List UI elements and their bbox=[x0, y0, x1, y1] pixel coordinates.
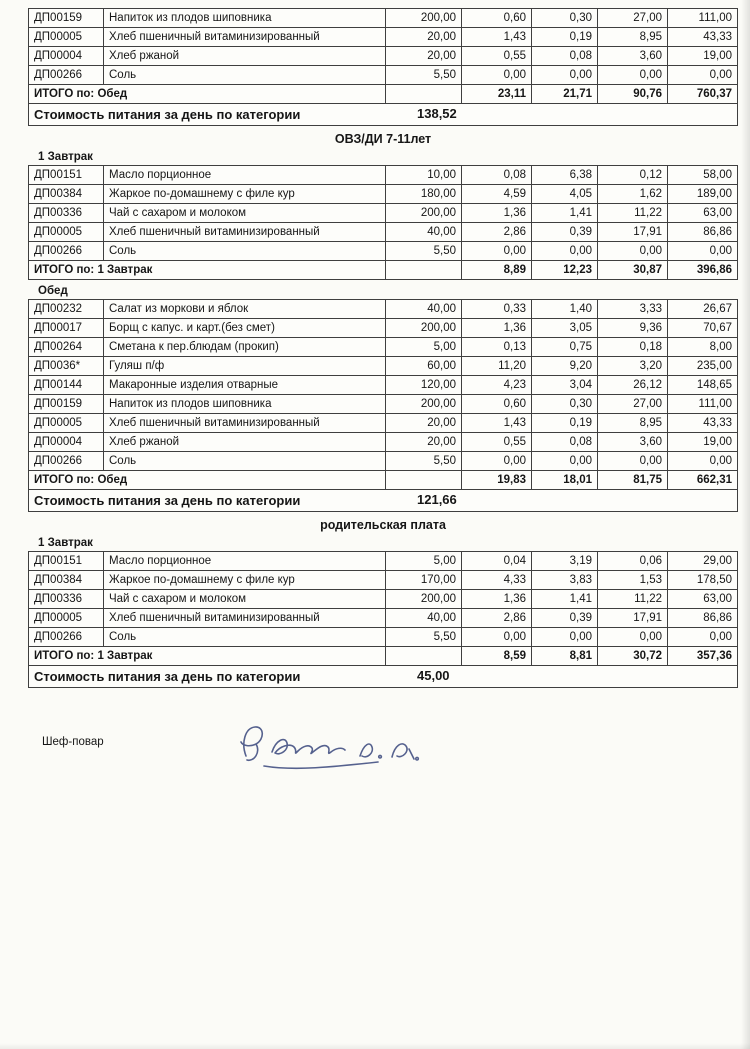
dish-num-3: 3,33 bbox=[598, 299, 668, 319]
dish-qty: 200,00 bbox=[386, 394, 462, 414]
dish-qty: 120,00 bbox=[386, 375, 462, 395]
dish-num-2: 0,00 bbox=[532, 241, 598, 261]
dish-num-3: 3,60 bbox=[598, 432, 668, 452]
table-row bbox=[28, 46, 738, 66]
dish-name: Хлеб пшеничный витаминизированный bbox=[104, 27, 386, 47]
dish-num-3: 11,22 bbox=[598, 203, 668, 223]
day-cost-row bbox=[28, 665, 738, 688]
total-num-1: 19,83 bbox=[462, 470, 532, 490]
dish-code: ДП00336 bbox=[28, 203, 104, 223]
dish-num-1: 0,00 bbox=[462, 241, 532, 261]
total-label: ИТОГО по: Обед bbox=[28, 84, 386, 104]
dish-name: Жаркое по-домашнему с филе кур bbox=[104, 570, 386, 590]
dish-num-4: 19,00 bbox=[668, 432, 738, 452]
day-cost-label: Стоимость питания за день по категории bbox=[34, 492, 301, 508]
page-footer bbox=[28, 732, 738, 802]
dish-qty: 20,00 bbox=[386, 413, 462, 433]
total-num-3: 30,72 bbox=[598, 646, 668, 666]
dish-num-1: 4,59 bbox=[462, 184, 532, 204]
dish-num-4: 29,00 bbox=[668, 551, 738, 571]
dish-name: Жаркое по-домашнему с филе кур bbox=[104, 184, 386, 204]
table-row bbox=[28, 589, 738, 609]
dish-num-2: 1,41 bbox=[532, 589, 598, 609]
dish-name: Соль bbox=[104, 627, 386, 647]
dish-qty: 20,00 bbox=[386, 27, 462, 47]
meal-title bbox=[38, 151, 738, 163]
total-num-1: 8,89 bbox=[462, 260, 532, 280]
dish-num-4: 235,00 bbox=[668, 356, 738, 376]
dish-num-1: 0,00 bbox=[462, 451, 532, 471]
day-cost-label: Стоимость питания за день по категории bbox=[34, 106, 301, 122]
table-row bbox=[28, 356, 738, 376]
dish-code: ДП00151 bbox=[28, 551, 104, 571]
dish-num-3: 11,22 bbox=[598, 589, 668, 609]
dish-num-2: 0,39 bbox=[532, 222, 598, 242]
dish-num-4: 111,00 bbox=[668, 394, 738, 414]
table-row bbox=[28, 337, 738, 357]
day-cost-value: 138,52 bbox=[417, 106, 457, 121]
table-row bbox=[28, 241, 738, 261]
chef-signature bbox=[228, 716, 438, 778]
table-row bbox=[28, 627, 738, 647]
dish-qty: 60,00 bbox=[386, 356, 462, 376]
dish-num-1: 0,00 bbox=[462, 65, 532, 85]
total-num-3: 90,76 bbox=[598, 84, 668, 104]
dish-num-3: 8,95 bbox=[598, 27, 668, 47]
table-row bbox=[28, 203, 738, 223]
dish-code: ДП00144 bbox=[28, 375, 104, 395]
dish-num-3: 27,00 bbox=[598, 394, 668, 414]
dish-num-3: 1,62 bbox=[598, 184, 668, 204]
total-num-1: 8,59 bbox=[462, 646, 532, 666]
dish-code: ДП00384 bbox=[28, 184, 104, 204]
dish-code: ДП00266 bbox=[28, 451, 104, 471]
dish-num-2: 0,08 bbox=[532, 46, 598, 66]
dish-name: Борщ с капус. и карт.(без смет) bbox=[104, 318, 386, 338]
table-row bbox=[28, 413, 738, 433]
total-row bbox=[28, 260, 738, 280]
dish-name: Напиток из плодов шиповника bbox=[104, 394, 386, 414]
dish-num-4: 86,86 bbox=[668, 608, 738, 628]
table-row bbox=[28, 432, 738, 452]
dish-code: ДП00336 bbox=[28, 589, 104, 609]
dish-num-2: 0,08 bbox=[532, 432, 598, 452]
dish-code: ДП00264 bbox=[28, 337, 104, 357]
dish-num-4: 0,00 bbox=[668, 627, 738, 647]
dish-code: ДП00005 bbox=[28, 27, 104, 47]
dish-num-2: 3,04 bbox=[532, 375, 598, 395]
dish-qty: 5,50 bbox=[386, 241, 462, 261]
dish-qty: 200,00 bbox=[386, 318, 462, 338]
dish-name: Салат из моркови и яблок bbox=[104, 299, 386, 319]
table-row bbox=[28, 608, 738, 628]
dish-name: Хлеб пшеничный витаминизированный bbox=[104, 608, 386, 628]
dish-code: ДП00384 bbox=[28, 570, 104, 590]
dish-qty: 5,50 bbox=[386, 65, 462, 85]
dish-num-3: 3,20 bbox=[598, 356, 668, 376]
dish-code: ДП00005 bbox=[28, 222, 104, 242]
meal-title bbox=[38, 537, 738, 549]
dish-num-3: 0,06 bbox=[598, 551, 668, 571]
chef-label: Шеф-повар bbox=[42, 736, 104, 748]
meal-title-text: Обед bbox=[38, 285, 68, 297]
dish-qty: 170,00 bbox=[386, 570, 462, 590]
dish-code: ДП00266 bbox=[28, 627, 104, 647]
dish-qty: 40,00 bbox=[386, 299, 462, 319]
dish-num-2: 0,30 bbox=[532, 394, 598, 414]
table-row bbox=[28, 27, 738, 47]
dish-num-3: 17,91 bbox=[598, 608, 668, 628]
total-label: ИТОГО по: Обед bbox=[28, 470, 386, 490]
table-row bbox=[28, 551, 738, 571]
dish-num-2: 0,00 bbox=[532, 627, 598, 647]
dish-name: Хлеб ржаной bbox=[104, 46, 386, 66]
dish-num-1: 0,60 bbox=[462, 8, 532, 28]
total-qty-empty bbox=[386, 646, 462, 666]
dish-num-1: 2,86 bbox=[462, 608, 532, 628]
day-cost-row bbox=[28, 103, 738, 126]
total-qty-empty bbox=[386, 84, 462, 104]
total-num-4: 662,31 bbox=[668, 470, 738, 490]
dish-code: ДП00005 bbox=[28, 608, 104, 628]
dish-code: ДП00266 bbox=[28, 65, 104, 85]
total-num-2: 8,81 bbox=[532, 646, 598, 666]
dish-qty: 200,00 bbox=[386, 8, 462, 28]
category-title-text: ОВЗ/ДИ 7-11лет bbox=[334, 132, 432, 146]
total-row bbox=[28, 84, 738, 104]
meal-title bbox=[38, 285, 738, 297]
dish-qty: 5,00 bbox=[386, 551, 462, 571]
dish-code: ДП00005 bbox=[28, 413, 104, 433]
table-row bbox=[28, 8, 738, 28]
dish-code: ДП00004 bbox=[28, 432, 104, 452]
dish-code: ДП0036* bbox=[28, 356, 104, 376]
dish-name: Чай с сахаром и молоком bbox=[104, 589, 386, 609]
dish-num-1: 4,33 bbox=[462, 570, 532, 590]
day-cost-cell bbox=[28, 103, 738, 126]
dish-num-1: 0,60 bbox=[462, 394, 532, 414]
menu-tables bbox=[28, 8, 738, 688]
dish-qty: 40,00 bbox=[386, 608, 462, 628]
dish-num-1: 1,43 bbox=[462, 27, 532, 47]
dish-num-4: 178,50 bbox=[668, 570, 738, 590]
dish-num-3: 0,18 bbox=[598, 337, 668, 357]
table-row bbox=[28, 318, 738, 338]
dish-num-3: 0,00 bbox=[598, 627, 668, 647]
total-num-3: 81,75 bbox=[598, 470, 668, 490]
dish-qty: 20,00 bbox=[386, 432, 462, 452]
dish-num-4: 189,00 bbox=[668, 184, 738, 204]
dish-qty: 5,50 bbox=[386, 451, 462, 471]
dish-num-3: 0,00 bbox=[598, 241, 668, 261]
dish-num-4: 63,00 bbox=[668, 203, 738, 223]
dish-num-4: 43,33 bbox=[668, 27, 738, 47]
dish-num-4: 63,00 bbox=[668, 589, 738, 609]
dish-num-2: 1,40 bbox=[532, 299, 598, 319]
dish-num-2: 0,19 bbox=[532, 413, 598, 433]
dish-qty: 40,00 bbox=[386, 222, 462, 242]
dish-num-1: 0,00 bbox=[462, 627, 532, 647]
table-row bbox=[28, 375, 738, 395]
dish-name: Макаронные изделия отварные bbox=[104, 375, 386, 395]
dish-qty: 200,00 bbox=[386, 589, 462, 609]
dish-name: Напиток из плодов шиповника bbox=[104, 8, 386, 28]
dish-num-2: 1,41 bbox=[532, 203, 598, 223]
dish-qty: 5,00 bbox=[386, 337, 462, 357]
dish-num-3: 8,95 bbox=[598, 413, 668, 433]
day-cost-cell bbox=[28, 665, 738, 688]
dish-name: Чай с сахаром и молоком bbox=[104, 203, 386, 223]
dish-num-1: 1,36 bbox=[462, 589, 532, 609]
dish-num-2: 0,00 bbox=[532, 65, 598, 85]
meal-title-text: 1 Завтрак bbox=[38, 537, 93, 549]
category-title bbox=[28, 132, 738, 146]
table-row bbox=[28, 451, 738, 471]
dish-name: Хлеб пшеничный витаминизированный bbox=[104, 222, 386, 242]
day-cost-value: 121,66 bbox=[417, 492, 457, 507]
dish-qty: 20,00 bbox=[386, 46, 462, 66]
dish-num-2: 9,20 bbox=[532, 356, 598, 376]
total-num-4: 760,37 bbox=[668, 84, 738, 104]
total-label: ИТОГО по: 1 Завтрак bbox=[28, 260, 386, 280]
dish-num-2: 3,19 bbox=[532, 551, 598, 571]
dish-num-1: 1,43 bbox=[462, 413, 532, 433]
meal-title-text: 1 Завтрак bbox=[38, 151, 93, 163]
table-row bbox=[28, 570, 738, 590]
total-num-2: 21,71 bbox=[532, 84, 598, 104]
dish-num-4: 111,00 bbox=[668, 8, 738, 28]
table-row bbox=[28, 184, 738, 204]
dish-num-1: 0,13 bbox=[462, 337, 532, 357]
dish-num-2: 0,75 bbox=[532, 337, 598, 357]
total-num-3: 30,87 bbox=[598, 260, 668, 280]
dish-code: ДП00151 bbox=[28, 165, 104, 185]
dish-num-3: 17,91 bbox=[598, 222, 668, 242]
table-row bbox=[28, 299, 738, 319]
dish-code: ДП00004 bbox=[28, 46, 104, 66]
dish-num-4: 0,00 bbox=[668, 451, 738, 471]
dish-num-3: 9,36 bbox=[598, 318, 668, 338]
dish-num-1: 0,04 bbox=[462, 551, 532, 571]
dish-num-4: 43,33 bbox=[668, 413, 738, 433]
dish-num-1: 4,23 bbox=[462, 375, 532, 395]
dish-num-2: 3,83 bbox=[532, 570, 598, 590]
total-label: ИТОГО по: 1 Завтрак bbox=[28, 646, 386, 666]
dish-code: ДП00266 bbox=[28, 241, 104, 261]
dish-name: Хлеб ржаной bbox=[104, 432, 386, 452]
category-title-text: родительская плата bbox=[320, 518, 446, 532]
dish-num-1: 0,33 bbox=[462, 299, 532, 319]
dish-name: Соль bbox=[104, 241, 386, 261]
dish-num-4: 148,65 bbox=[668, 375, 738, 395]
dish-num-1: 1,36 bbox=[462, 318, 532, 338]
dish-name: Хлеб пшеничный витаминизированный bbox=[104, 413, 386, 433]
total-num-1: 23,11 bbox=[462, 84, 532, 104]
dish-code: ДП00159 bbox=[28, 8, 104, 28]
dish-num-1: 1,36 bbox=[462, 203, 532, 223]
table-row bbox=[28, 65, 738, 85]
dish-qty: 5,50 bbox=[386, 627, 462, 647]
dish-name: Масло порционное bbox=[104, 165, 386, 185]
table-row bbox=[28, 222, 738, 242]
dish-num-3: 0,12 bbox=[598, 165, 668, 185]
dish-num-3: 0,00 bbox=[598, 65, 668, 85]
dish-qty: 180,00 bbox=[386, 184, 462, 204]
dish-num-2: 0,19 bbox=[532, 27, 598, 47]
dish-qty: 10,00 bbox=[386, 165, 462, 185]
dish-num-2: 0,30 bbox=[532, 8, 598, 28]
dish-code: ДП00232 bbox=[28, 299, 104, 319]
total-row bbox=[28, 646, 738, 666]
dish-num-2: 4,05 bbox=[532, 184, 598, 204]
dish-num-4: 86,86 bbox=[668, 222, 738, 242]
table-row bbox=[28, 165, 738, 185]
dish-code: ДП00017 bbox=[28, 318, 104, 338]
dish-num-2: 6,38 bbox=[532, 165, 598, 185]
dish-name: Гуляш п/ф bbox=[104, 356, 386, 376]
total-num-4: 396,86 bbox=[668, 260, 738, 280]
dish-num-2: 0,39 bbox=[532, 608, 598, 628]
day-cost-value: 45,00 bbox=[417, 668, 450, 683]
total-qty-empty bbox=[386, 470, 462, 490]
dish-num-4: 70,67 bbox=[668, 318, 738, 338]
dish-num-3: 0,00 bbox=[598, 451, 668, 471]
dish-num-3: 26,12 bbox=[598, 375, 668, 395]
dish-name: Масло порционное bbox=[104, 551, 386, 571]
day-cost-label: Стоимость питания за день по категории bbox=[34, 668, 301, 684]
dish-name: Сметана к пер.блюдам (прокип) bbox=[104, 337, 386, 357]
total-num-2: 18,01 bbox=[532, 470, 598, 490]
dish-name: Соль bbox=[104, 65, 386, 85]
day-cost-row bbox=[28, 489, 738, 512]
dish-num-1: 11,20 bbox=[462, 356, 532, 376]
dish-num-4: 58,00 bbox=[668, 165, 738, 185]
dish-num-3: 3,60 bbox=[598, 46, 668, 66]
dish-num-4: 19,00 bbox=[668, 46, 738, 66]
dish-num-2: 0,00 bbox=[532, 451, 598, 471]
total-qty-empty bbox=[386, 260, 462, 280]
dish-num-2: 3,05 bbox=[532, 318, 598, 338]
total-num-4: 357,36 bbox=[668, 646, 738, 666]
dish-num-4: 26,67 bbox=[668, 299, 738, 319]
dish-num-1: 0,55 bbox=[462, 46, 532, 66]
total-row bbox=[28, 470, 738, 490]
dish-num-1: 0,08 bbox=[462, 165, 532, 185]
dish-num-4: 0,00 bbox=[668, 241, 738, 261]
dish-num-3: 27,00 bbox=[598, 8, 668, 28]
dish-num-1: 2,86 bbox=[462, 222, 532, 242]
dish-num-3: 1,53 bbox=[598, 570, 668, 590]
dish-code: ДП00159 bbox=[28, 394, 104, 414]
dish-num-4: 0,00 bbox=[668, 65, 738, 85]
table-row bbox=[28, 394, 738, 414]
category-title bbox=[28, 518, 738, 532]
day-cost-cell bbox=[28, 489, 738, 512]
dish-qty: 200,00 bbox=[386, 203, 462, 223]
dish-name: Соль bbox=[104, 451, 386, 471]
total-num-2: 12,23 bbox=[532, 260, 598, 280]
dish-num-4: 8,00 bbox=[668, 337, 738, 357]
dish-num-1: 0,55 bbox=[462, 432, 532, 452]
